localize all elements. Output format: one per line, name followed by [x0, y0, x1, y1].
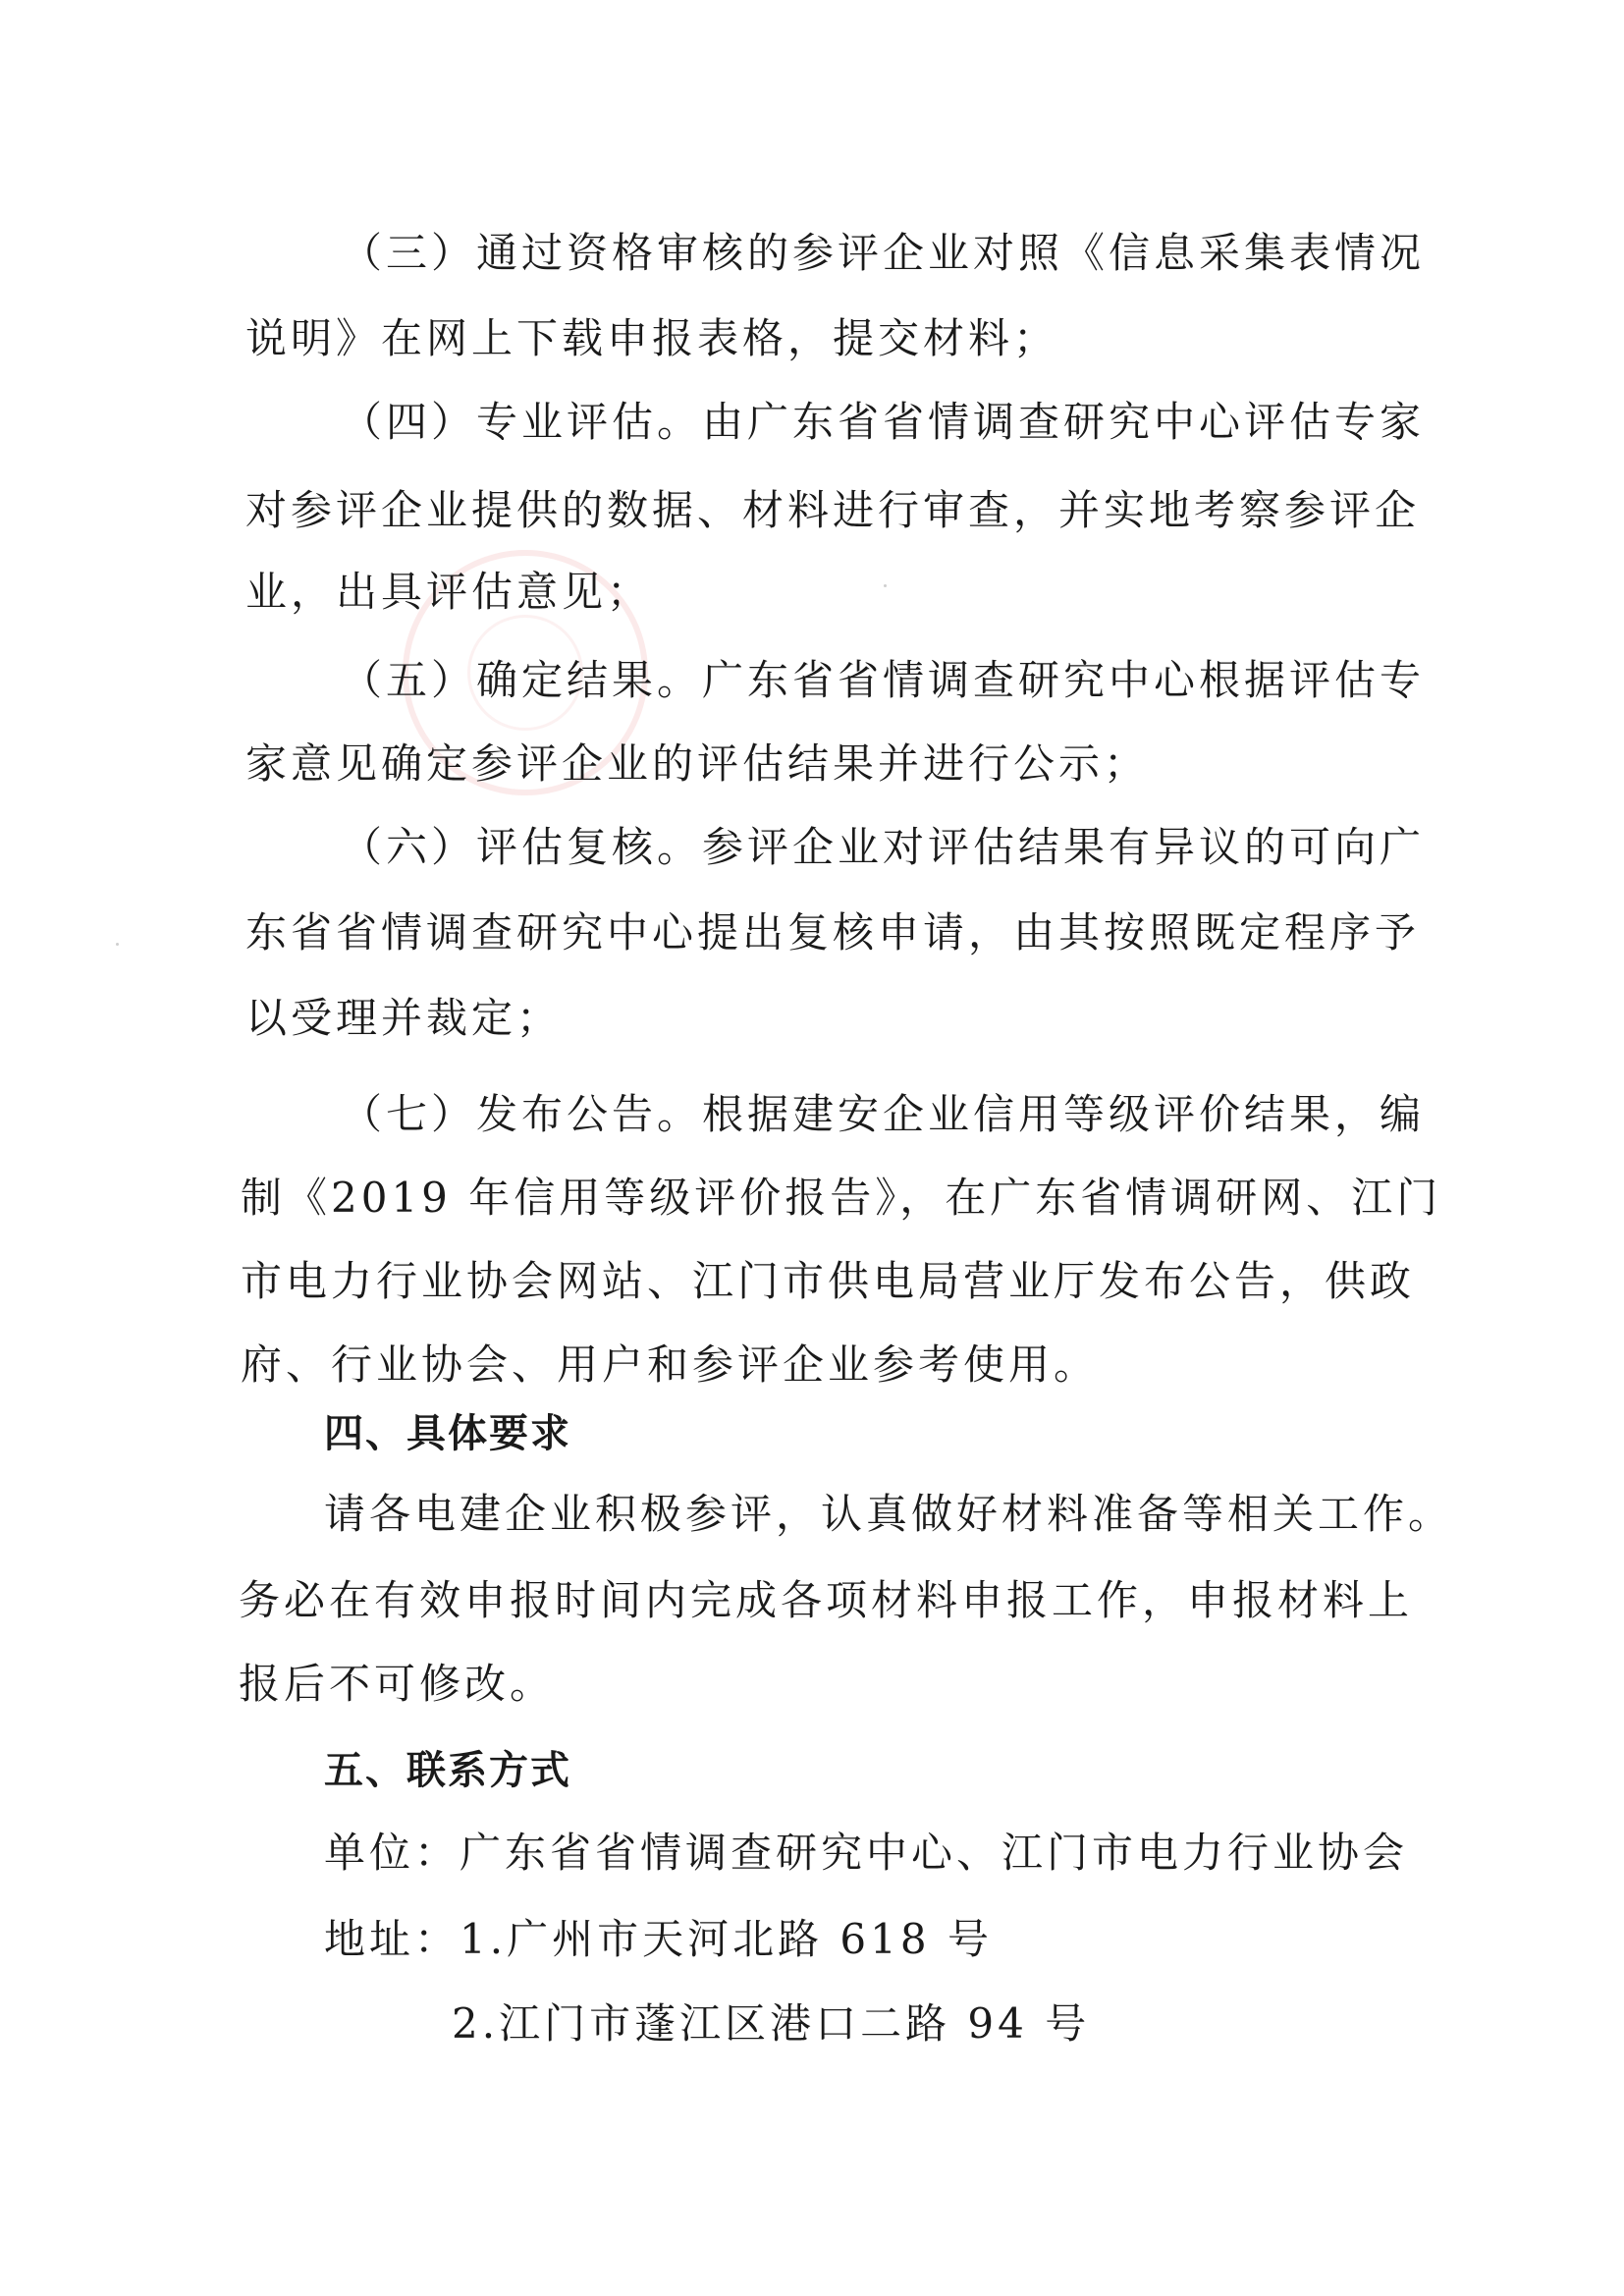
text-line: 以受理并裁定； [245, 994, 563, 1042]
text-line: （七）发布公告。根据建安企业信用等级评价结果，编 [341, 1090, 1426, 1138]
scan-speck [116, 943, 119, 946]
text-line: （三）通过资格审核的参评企业对照《信息采集表情况 [341, 229, 1426, 277]
contact-unit: 单位：广东省省情调查研究中心、江门市电力行业协会 [324, 1829, 1409, 1877]
text-line: 市电力行业协会网站、江门市供电局营业厅发布公告，供政 [241, 1257, 1416, 1305]
text-line: 东省省情调查研究中心提出复核申请，由其按照既定程序予 [245, 908, 1421, 957]
text-line: 制《2019 年信用等级评价报告》，在广东省情调研网、江门 [241, 1174, 1442, 1222]
text-line: 对参评企业提供的数据、材料进行审查，并实地考察参评企 [245, 486, 1421, 534]
text-line: （五）确定结果。广东省省情调查研究中心根据评估专 [341, 656, 1426, 704]
text-line: 务必在有效申报时间内完成各项材料申报工作，申报材料上 [239, 1576, 1414, 1624]
text-line: 家意见确定参评企业的评估结果并进行公示； [245, 739, 1150, 788]
text-line: （六）评估复核。参评企业对评估结果有异议的可向广 [341, 823, 1426, 871]
text-line: 府、行业协会、用户和参评企业参考使用。 [241, 1340, 1100, 1389]
text-line: 报后不可修改。 [239, 1660, 556, 1708]
section-heading-requirements: 四、具体要求 [324, 1411, 571, 1456]
text-line: 说明》在网上下载申报表格，提交材料； [245, 314, 1059, 362]
section-heading-contact: 五、联系方式 [324, 1748, 571, 1793]
text-line: 请各电建企业积极参评，认真做好材料准备等相关工作。 [324, 1490, 1454, 1538]
contact-address-2: 2.江门市蓬江区港口二路 94 号 [452, 1999, 1091, 2048]
text-line: （四）专业评估。由广东省省情调查研究中心评估专家 [341, 398, 1426, 446]
contact-address-1: 地址：1.广州市天河北路 618 号 [324, 1915, 993, 1963]
text-line: 业，出具评估意见； [245, 568, 653, 616]
scan-speck [884, 584, 887, 587]
